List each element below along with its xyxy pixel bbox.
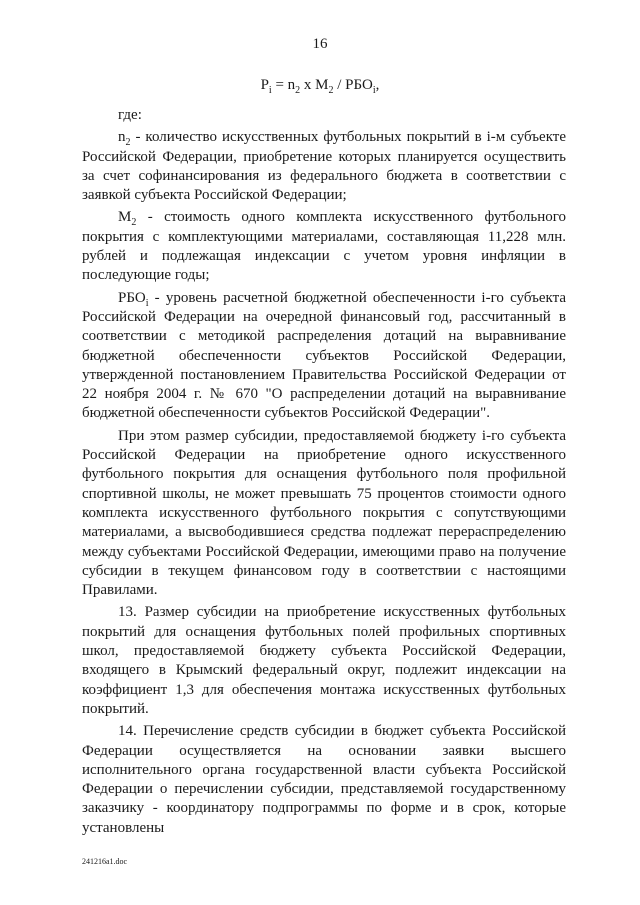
document-body bbox=[82, 106, 566, 841]
definition-m2: $M_2$ - стоимость одного комплекта искусственного футбольного покрытия с комплектующими материалами, составляющая 11,228 млн. рублей и подлежащая индексации с учетом уровня инфляции в последующие годы; bbox=[82, 209, 566, 284]
formula-lhs: P bbox=[260, 77, 269, 93]
where-label: где: bbox=[118, 107, 142, 123]
page-number: 16 bbox=[312, 36, 328, 52]
definition-rbo: $РБО_i$ - уровень расчетной бюджетной обеспеченности i-го субъекта Российской Федерации на очередной финансовый год, рассчитанный в соответствии с методикой распределения дотаций на выравнивание бюджетной обеспеченности субъектов Российской Федерации, утвержденной постановлением Правительства Российской Федерации от 22 ноября 2004 г. № 670 "О распределении дотаций на выравнивание бюджетной обеспеченности субъектов Российской Федерации". bbox=[82, 289, 566, 422]
paragraph-13: 13. Размер субсидии на приобретение искусственных футбольных покрытий для оснащения футбольных полей профильных спортивных школ, предоставляемой бюджету субъекта Российской Федерации, входящего в Крымский федеральный округ, подлежит индексации на коэффициент 1,3 для обеспечения монтажа искусственных футбольных покрытий. bbox=[82, 604, 566, 717]
formula bbox=[0, 77, 640, 96]
formula-rbo-sub: i bbox=[372, 85, 376, 96]
footer-filename: 241216a1.doc bbox=[82, 857, 128, 866]
formula-eq: = n bbox=[271, 77, 296, 93]
paragraph-14: 14. Перечисление средств субсидии в бюджет субъекта Российской Федерации осуществляется на основании заявки высшего исполнительного органа государственной власти субъекта Российской Федерации о перечислении субсидии, представляемой государственному заказчику - координатору подпрограммы по форме и в срок, которые установлены bbox=[82, 723, 566, 836]
paragraph-subsidy-size: При этом размер субсидии, предоставляемой бюджету i-го субъекта Российской Федерации на приобретение одного искусственного футбольного покрытия для оснащения футбольного поля профильной спортивной школы, не может превышать 75 процентов стоимости одного комплекта искусственного футбольного покрытия с сопутствующими материалами, а высвободившиеся средства подлежат перераспределению между субъектами Российской Федерации, имеющими право на получение субсидии в текущем финансовом году в соответствии с настоящими Правилами. bbox=[82, 427, 566, 599]
formula-m-sub: 2 bbox=[328, 85, 334, 96]
formula-end: , bbox=[375, 77, 380, 93]
formula-lhs-sub: i bbox=[268, 85, 272, 96]
formula-mid: x M bbox=[300, 77, 329, 93]
formula-n-sub: 2 bbox=[295, 85, 301, 96]
formula-div: / РБО bbox=[333, 77, 373, 93]
definition-n2: $n_2$ - количество искусственных футбольных покрытий в i-м субъекте Российской Федерации, приобретение которых планируется осуществить за счет софинансирования из федерального бюджета в соответствии с заявкой субъекта Российской Федерации; bbox=[82, 129, 566, 204]
